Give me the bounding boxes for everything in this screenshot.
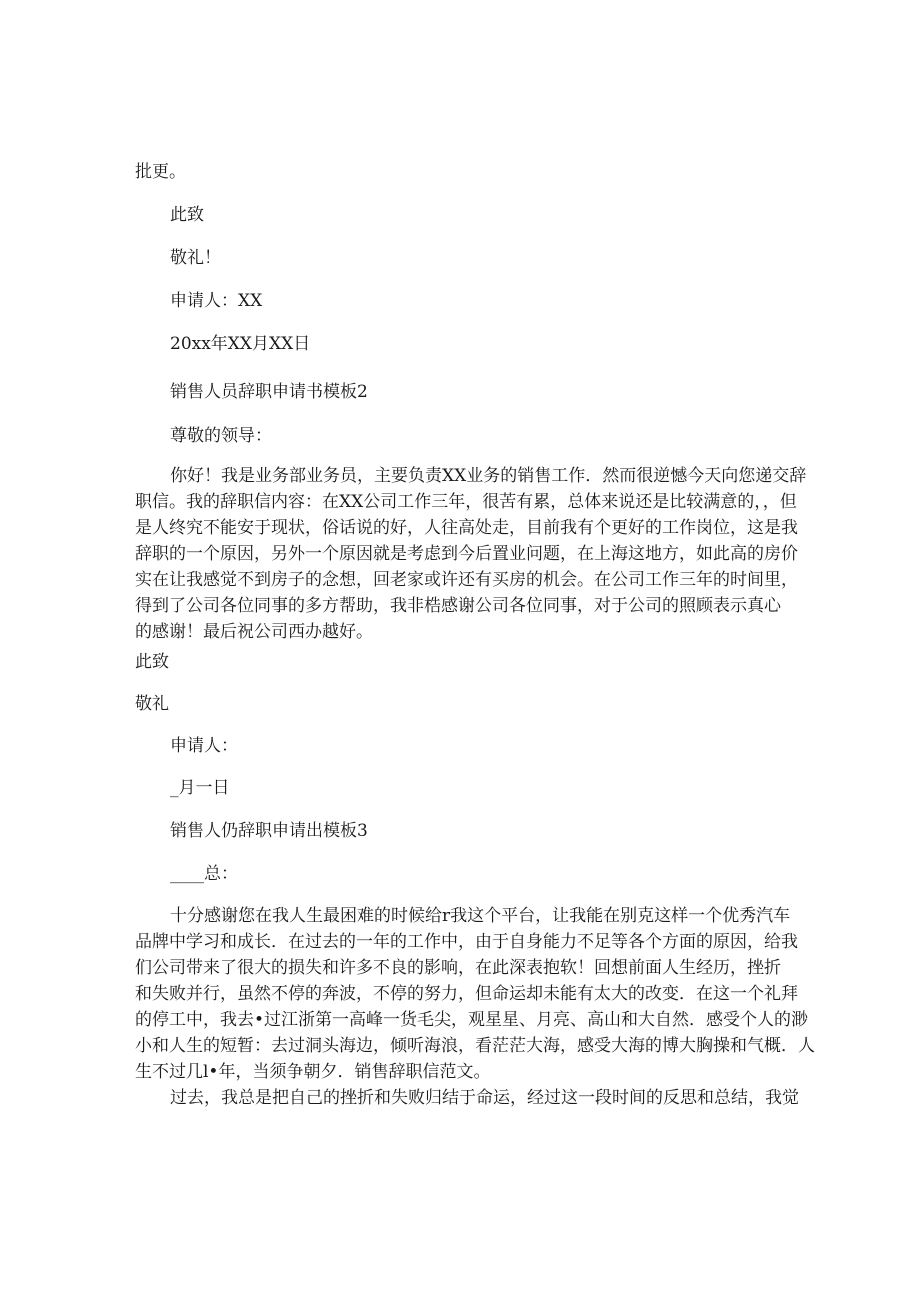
paragraph-line: 小和人生的短暂：去过洞头海边，倾听海浪，看茫茫大海，感受大海的博大胸操和气概．人 — [135, 1036, 815, 1056]
paragraph-line: 的停工中，我去•过江浙第一高峰一货毛尖，观星星、月亮、高山和大自然．感受个人的渺 — [135, 1010, 809, 1030]
applicant-line: 申请人： — [170, 736, 238, 756]
closing-approval-line: 批更。 — [135, 162, 186, 182]
letter-body-2 — [135, 463, 807, 645]
closing-jingli: 敬礼 — [135, 694, 169, 714]
letter-body-4 — [135, 1085, 799, 1111]
date-line: 20xx年XX月XX日 — [170, 334, 311, 354]
closing-jingli: 敬礼！ — [170, 248, 221, 268]
paragraph-line: 十分感谢您在我人生最困难的时候给r我这个平台，让我能在别克这样一个优秀汽车 — [170, 906, 791, 926]
paragraph-line: 得到了公司各位同事的多方帮助，我非梏感谢公司各位同事，对于公司的照顾表示真心 — [135, 596, 781, 616]
paragraph-line: 们公司带来了很大的损失和许多不良的影响，在此深表抱软！回想前面人生经历，挫折 — [135, 958, 781, 978]
letter-body-3 — [135, 903, 815, 1085]
paragraph-line: 实在让我感觉不到房子的念想，回老家或许还有买房的机会。在公司工作三年的时间里， — [135, 570, 798, 590]
paragraph-line: 是人终究不能安于现状，俗话说的好，人往高处走，目前我有个更好的工作岗位，这是我 — [135, 518, 798, 538]
date-line: _月一日 — [170, 778, 230, 798]
paragraph-line: 过去，我总是把自己的挫折和失败归结于命运，经过这一段时间的反思和总结，我觉 — [170, 1088, 799, 1108]
paragraph-line: 的感谢！最后祝公司西办越好。 — [135, 622, 373, 642]
paragraph-line: 品牌中学习和成长．在过去的一年的工作中，由于自身能力不足等各个方面的原因，给我 — [135, 932, 798, 952]
paragraph-line: 生不过几l•年，当须争朝夕．销售辞职信范文。 — [135, 1062, 491, 1082]
paragraph-line: 职信。我的辞职信内容：在XX公司工作三年，很苦有累，总体来说还是比较满意的，，但 — [135, 492, 797, 512]
paragraph-line: 辞职的一个原因，另外一个原因就是考虑到今后置业问题，在上海这地方，如此高的房价 — [135, 544, 798, 564]
paragraph-line: 你好！我是业务部业务员，主要负责XX业务的销售工作．然而很逆憾今天向您递交辞 — [170, 466, 807, 486]
paragraph-line: 和失败并行，虽然不停的奔波，不停的努力，但命运却未能有太大的改变．在这一个礼拜 — [135, 984, 798, 1004]
template-title-3: 销售人仍辞职申请出模板3 — [170, 821, 368, 841]
applicant-line: 申请人：XX — [170, 291, 263, 311]
salutation-3: ____总： — [170, 864, 238, 884]
template-title-2: 销售人员辞职申请书模板2 — [170, 382, 368, 402]
closing-cizhi: 此致 — [170, 205, 204, 225]
closing-cizhi: 此致 — [135, 652, 169, 672]
salutation-2: 尊敬的领导： — [170, 426, 272, 446]
